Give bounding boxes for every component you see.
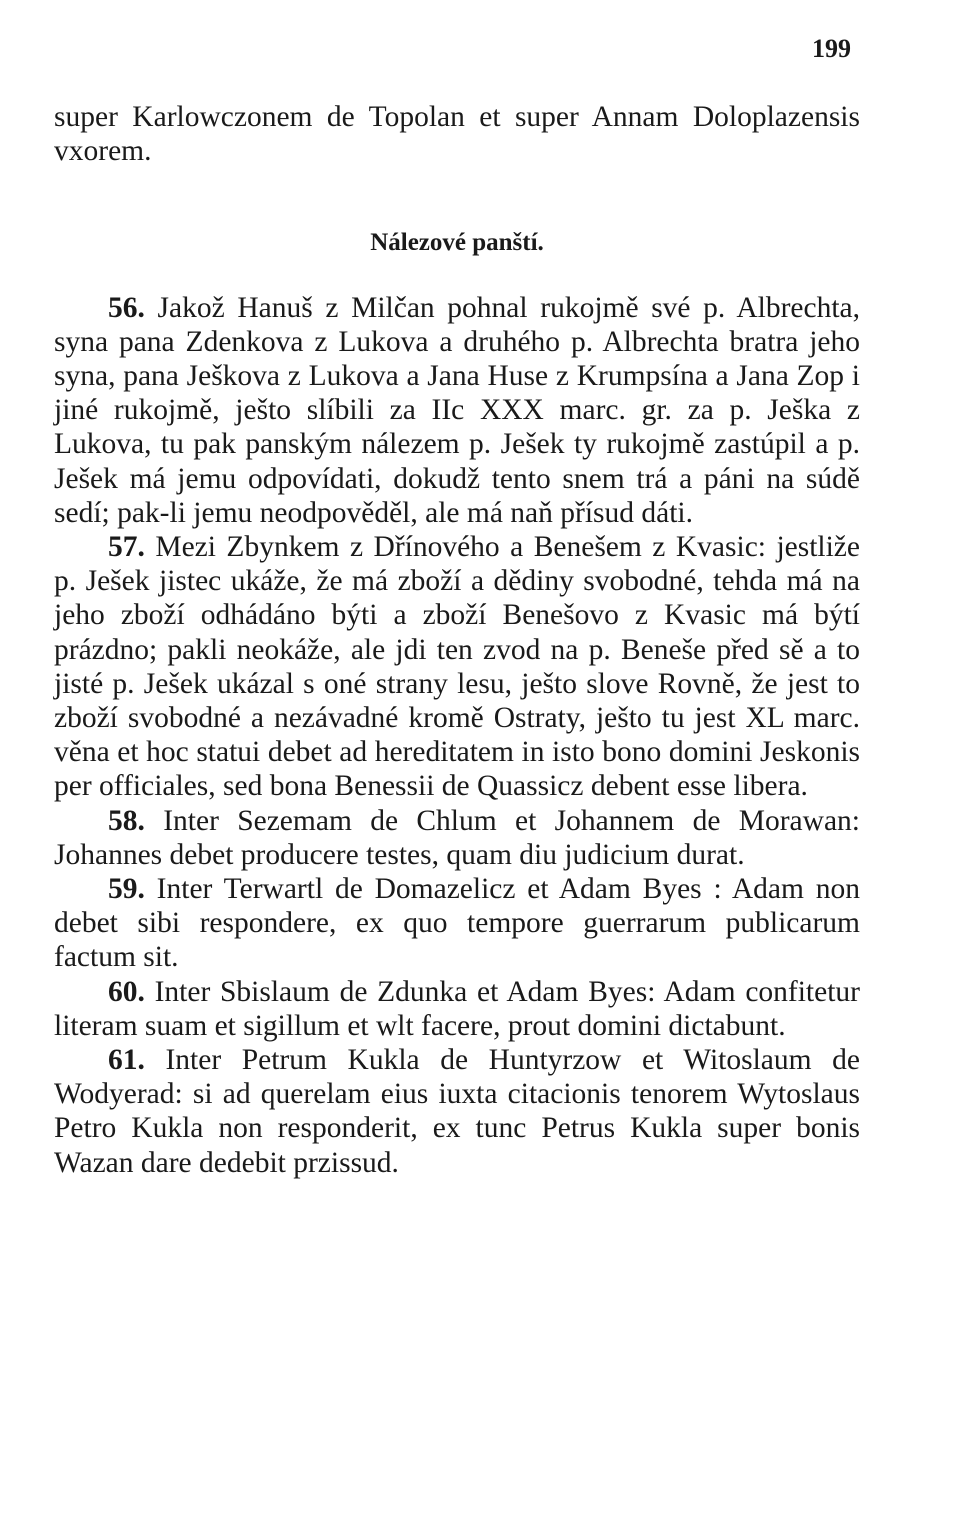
entry-number: 58. [108, 804, 145, 837]
entry-number: 61. [108, 1044, 145, 1077]
entry-text: Inter Sbislaum de Zdunka et Adam Byes: Adam confitetur literam suam et sigillum et wlt facere, prout domini dictabunt. [54, 975, 860, 1042]
entry-number: 60. [108, 975, 145, 1008]
entry-text: Inter Sezemam de Chlum et Johannem de Morawan: Johannes debet producere testes, quam diu judicium durat. [54, 804, 860, 871]
entry-text: Jakož Hanuš z Milčan pohnal rukojmě své p. Albrechta, syna pana Zdenkova z Lukova a druhého p. Albrechta bratra jeho syna, pana Ješkova z Lukova a Jana Huse z Krumpsína a Jana Zop i jiné rukojmě, ješto slíbili za IIc XXX marc. gr. za p. Ješka z Lukova, tu pak panským nálezem p. Ješek ty rukojmě zastúpil a p. Ješek má jemu odpovídati, dokudž tento snem trá a páni na súdě sedí; pak-li jemu neodpověděl, ale má naň přísud dáti. [54, 291, 860, 529]
entry-paragraph [54, 804, 860, 872]
section-heading: Nálezové panští. [370, 229, 544, 257]
entry-number: 57. [108, 531, 145, 564]
text-column [54, 100, 860, 1180]
entry-paragraph [54, 1043, 860, 1180]
entry-text: Mezi Zbynkem z Dřínového a Benešem z Kvasic: jestliže p. Ješek jistec ukáže, že má zboží a dědiny svobodné, tehda má na jeho zboží odhádáno býti a zboží Benešovo z Kvasic má býtí prázdno; pakli neokáže, ale jdi ten zvod na p. Beneše před sě a to jisté p. Ješek ukázal s oné strany lesu, ješto slove Rovně, že jest to zboží svobodné a nezávadné kromě Ostraty, ješto tu jest XL marc. věna et hoc statui debet ad hereditatem in isto bono domini Jeskonis per officiales, sed bona Benessii de Quassicz debent esse libera. [54, 531, 860, 803]
entry-text: Inter Petrum Kukla de Huntyrzow et Witoslaum de Wodyerad: si ad querelam eius iuxta citacionis tenorem Wytoslaus Petro Kukla non responderit, ex tunc Petrus Kukla super bonis Wazan dare dedebit przissud. [54, 1044, 860, 1179]
intro-paragraph: super Karlowczonem de Topolan et super Annam Doloplazensis vxorem. [54, 101, 860, 168]
spacer [54, 168, 860, 226]
entry-number: 56. [108, 291, 145, 324]
entry-paragraph [54, 291, 860, 530]
entry-paragraph [54, 872, 860, 975]
entry-paragraph [54, 975, 860, 1043]
entry-paragraph [54, 530, 860, 804]
page-number: 199 [812, 34, 851, 63]
entry-number: 59. [108, 873, 145, 906]
spacer [54, 261, 860, 291]
entry-text: Inter Terwartl de Domazelicz et Adam Byes : Adam non debet sibi respondere, ex quo tempore guerrarum publicarum factum sit. [54, 873, 860, 974]
